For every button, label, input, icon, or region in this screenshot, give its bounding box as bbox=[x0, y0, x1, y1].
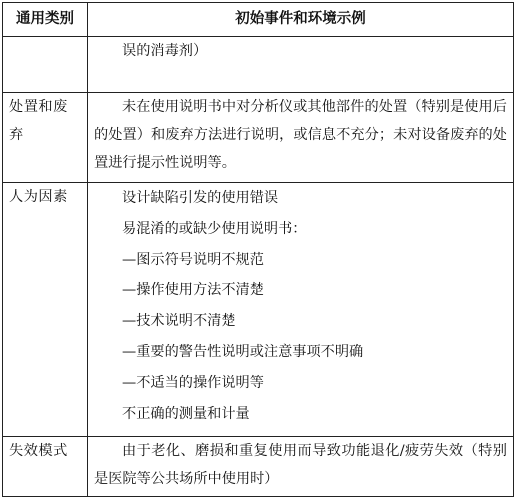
failure-mode-text: 由于老化、磨损和重复使用而导致功能退化/疲劳失效（特别是医院等公共场所中使用时） bbox=[94, 443, 507, 487]
table-row-human-factors bbox=[3, 183, 514, 437]
category-cell-human-factors: 人为因素 bbox=[3, 183, 88, 437]
human-factor-line: —技术说明不清楚 bbox=[122, 313, 236, 330]
example-cell-continuation bbox=[88, 37, 514, 93]
table-row-continuation bbox=[3, 37, 514, 93]
category-disposal-line-1: 处置和废 bbox=[9, 99, 68, 115]
human-factor-line: —不适当的操作说明等 bbox=[122, 374, 264, 391]
human-factor-line: —重要的警告性说明或注意事项不明确 bbox=[122, 343, 364, 360]
human-factor-line: —操作使用方法不清楚 bbox=[122, 282, 264, 299]
hazard-example-table bbox=[2, 2, 514, 497]
category-cell-disposal bbox=[3, 93, 88, 183]
human-factor-line: —图示符号说明不规范 bbox=[122, 251, 264, 268]
category-disposal-line-2: 弃 bbox=[9, 127, 24, 143]
table-header-row bbox=[3, 3, 514, 37]
human-factor-line: 设计缺陷引发的使用错误 bbox=[122, 190, 279, 206]
human-factor-line: 不正确的测量和计量 bbox=[122, 405, 250, 422]
header-initial-events-examples: 初始事件和环境示例 bbox=[88, 3, 514, 37]
example-cell-human-factors bbox=[88, 183, 514, 437]
example-cell-disposal bbox=[88, 93, 514, 183]
category-cell-failure-mode: 失效模式 bbox=[3, 437, 88, 497]
table-row-disposal bbox=[3, 93, 514, 183]
category-cell-empty bbox=[3, 37, 88, 93]
continuation-text: 误的消毒剂） bbox=[122, 43, 208, 59]
disposal-text: 未在使用说明书中对分析仪或其他部件的处置（特别是使用后的处置）和废弃方法进行说明，或信息不充分；未对设备废弃的处置进行提示性说明等。 bbox=[94, 99, 507, 171]
human-factor-line: 易混淆的或缺少使用说明书： bbox=[122, 220, 307, 237]
table-row-failure-mode bbox=[3, 437, 514, 497]
example-cell-failure-mode bbox=[88, 437, 514, 497]
header-general-category: 通用类别 bbox=[3, 3, 88, 37]
